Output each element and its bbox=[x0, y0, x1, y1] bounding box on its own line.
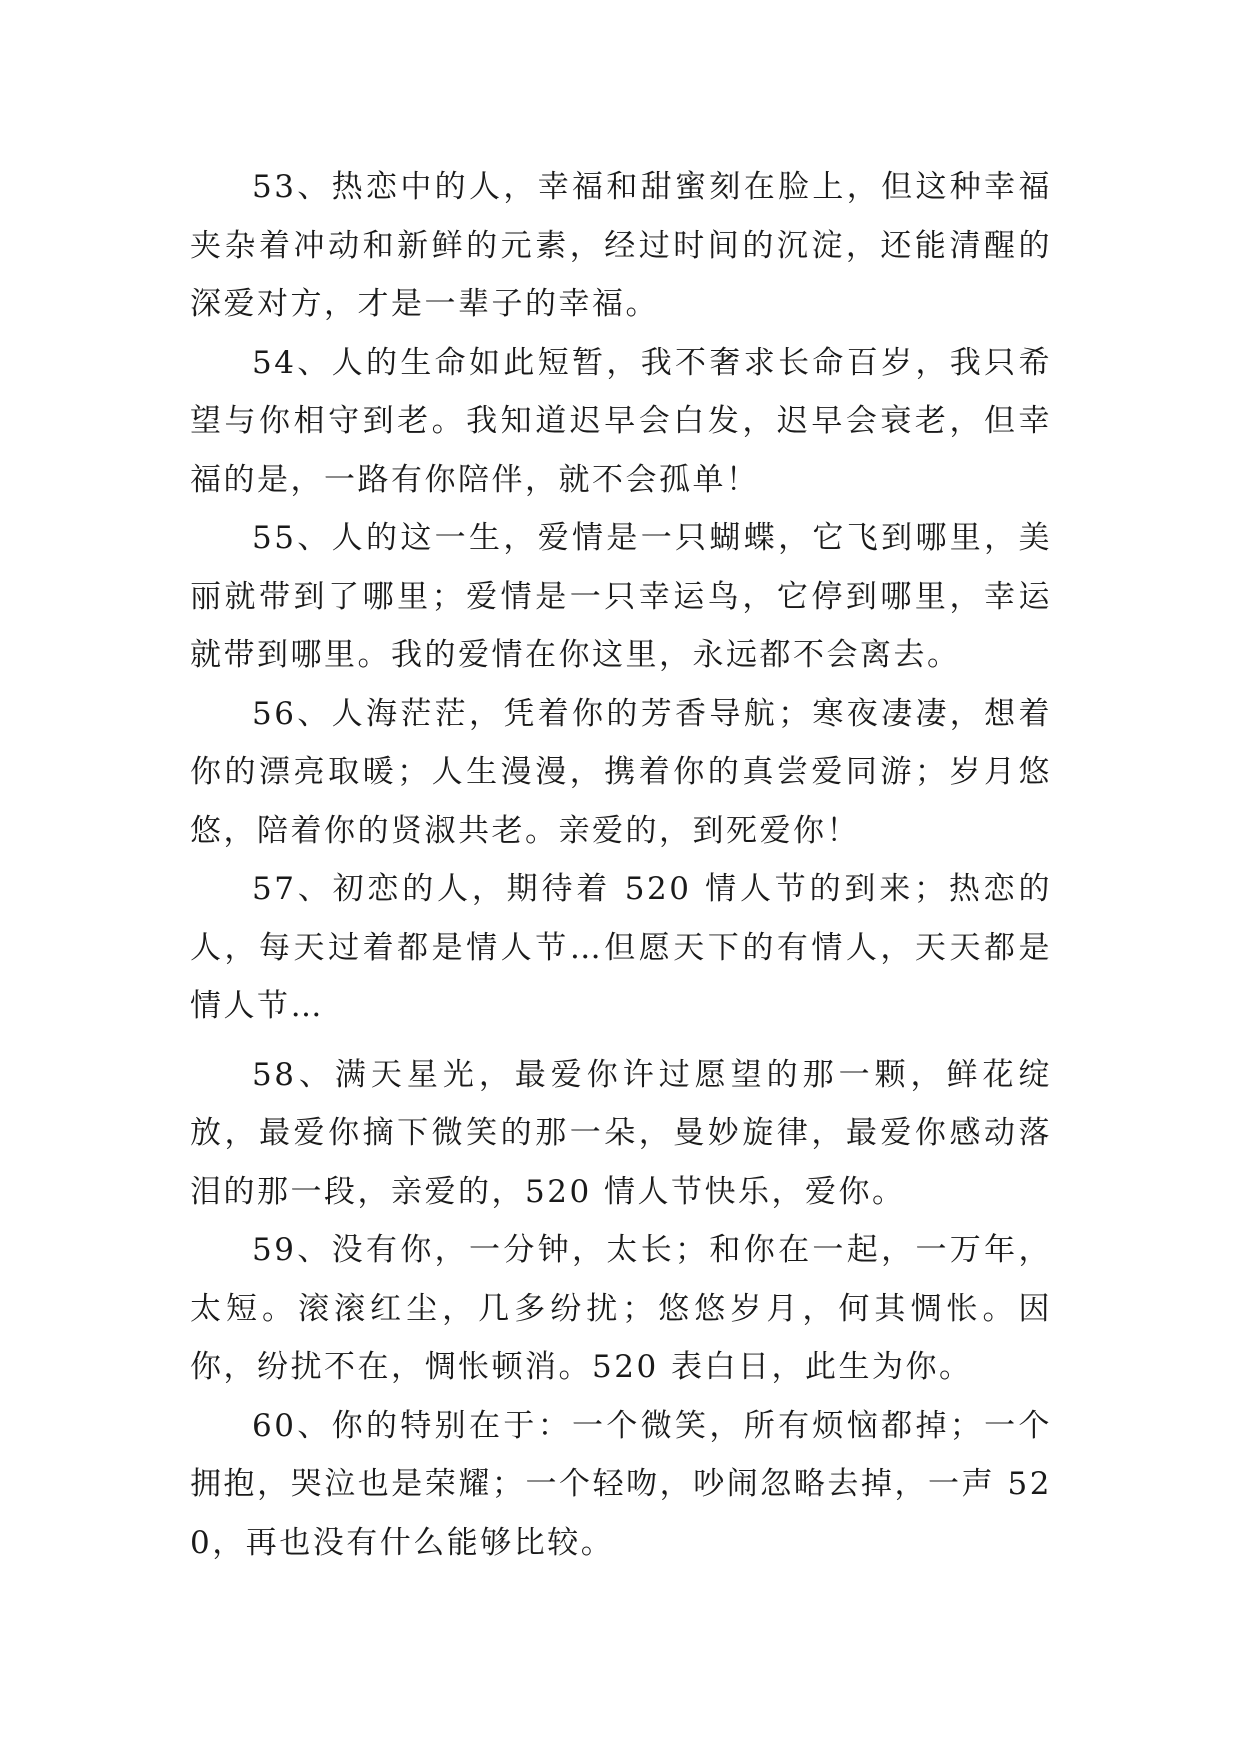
paragraph-59: 59、没有你，一分钟，太长；和你在一起，一万年，太短。滚滚红尘，几多纷扰；悠悠岁月，何其惆怅。因你，纷扰不在，惆怅顿消。520 表白日，此生为你。 bbox=[190, 1232, 1052, 1385]
paragraph-53: 53、热恋中的人，幸福和甜蜜刻在脸上，但这种幸福夹杂着冲动和新鲜的元素，经过时间的沉淀，还能清醒的深爱对方，才是一辈子的幸福。 bbox=[190, 169, 1052, 322]
paragraph-54: 54、人的生命如此短暂，我不奢求长命百岁，我只希望与你相守到老。我知道迟早会白发，迟早会衰老，但幸福的是，一路有你陪伴，就不会孤单！ bbox=[190, 344, 1052, 498]
paragraph-57: 57、初恋的人，期待着 520 情人节的到来；热恋的人，每天过着都是情人节…但愿天下的有情人，天天都是情人节… bbox=[190, 871, 1052, 1024]
paragraph-58: 58、满天星光，最爱你许过愿望的那一颗，鲜花绽放，最爱你摘下微笑的那一朵，曼妙旋律，最爱你感动落泪的那一段，亲爱的，520 情人节快乐，爱你。 bbox=[190, 1056, 1052, 1210]
paragraph-56: 56、人海茫茫，凭着你的芳香导航；寒夜凄凄，想着你的漂亮取暖；人生漫漫，携着你的真尝爱同游；岁月悠悠，陪着你的贤淑共老。亲爱的，到死爱你！ bbox=[190, 695, 1052, 849]
paragraph-60: 60、你的特别在于：一个微笑，所有烦恼都掉；一个拥抱，哭泣也是荣耀；一个轻吻，吵闹忽略去掉，一声 520，再也没有什么能够比较。 bbox=[190, 1407, 1052, 1561]
paragraph-55: 55、人的这一生，爱情是一只蝴蝶，它飞到哪里，美丽就带到了哪里；爱情是一只幸运鸟，它停到哪里，幸运就带到哪里。我的爱情在你这里，永远都不会离去。 bbox=[190, 520, 1052, 673]
document-body bbox=[190, 158, 1052, 1572]
